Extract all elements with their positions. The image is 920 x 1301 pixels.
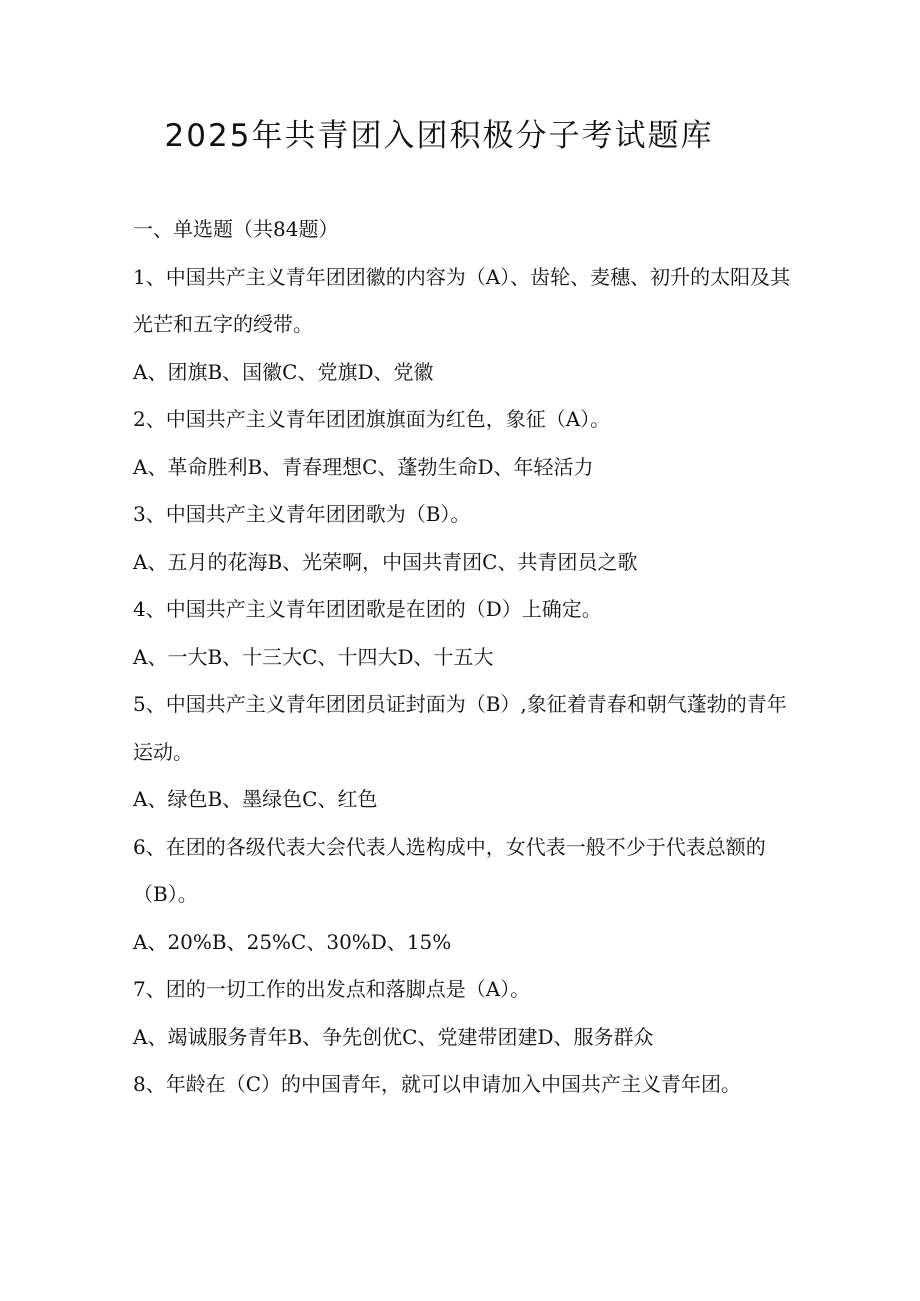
question-item-1: [133, 254, 793, 397]
question-text: 1、中国共产主义青年团团徽的内容为（A）、齿轮、麦穗、初升的太阳及其光芒和五字的绶带。: [133, 264, 791, 336]
question-text: 3、中国共产主义青年团团歌为（B）。: [133, 502, 471, 526]
question-text: 5、中国共产主义青年团团员证封面为（B）,象征着青春和朝气蓬勃的青年运动。: [133, 692, 787, 764]
question-item-5: [133, 681, 793, 824]
answer-options: A、竭诚服务青年B、争先创优C、党建带团建D、服务群众: [133, 1024, 654, 1049]
section-heading: 一、单选题（共84题）: [133, 217, 339, 241]
question-text: 6、在团的各级代表大会代表人选构成中，女代表一般不少于代表总额的（B）。: [133, 834, 766, 906]
answer-options: A、一大B、十三大C、十四大D、十五大: [133, 644, 494, 669]
answer-options: A、20%B、25%C、30%D、15%: [133, 929, 452, 954]
document-title: 2025年共青团入团积极分子考试题库: [164, 118, 714, 154]
question-text: 2、中国共产主义青年团团旗旗面为红色，象征（A）。: [133, 407, 611, 431]
question-item-4: [133, 586, 793, 681]
answer-options: A、革命胜利B、青春理想C、蓬勃生命D、年轻活力: [133, 454, 594, 479]
question-item-8: [133, 1061, 793, 1109]
question-item-6: [133, 824, 793, 967]
question-text: 8、年龄在（C）的中国青年，就可以申请加入中国共产主义青年团。: [133, 1072, 742, 1096]
question-text: 4、中国共产主义青年团团歌是在团的（D）上确定。: [133, 597, 602, 621]
question-item-2: [133, 396, 793, 491]
document-body: [133, 206, 793, 1109]
answer-options: A、绿色B、墨绿色C、红色: [133, 787, 378, 811]
question-item-3: [133, 491, 793, 586]
question-text: 7、团的一切工作的出发点和落脚点是（A）。: [133, 977, 531, 1001]
answer-options: A、五月的花海B、光荣啊，中国共青团C、共青团员之歌: [133, 549, 638, 574]
answer-options: A、团旗B、国徽C、党旗D、党徽: [133, 359, 434, 384]
question-item-7: [133, 966, 793, 1061]
